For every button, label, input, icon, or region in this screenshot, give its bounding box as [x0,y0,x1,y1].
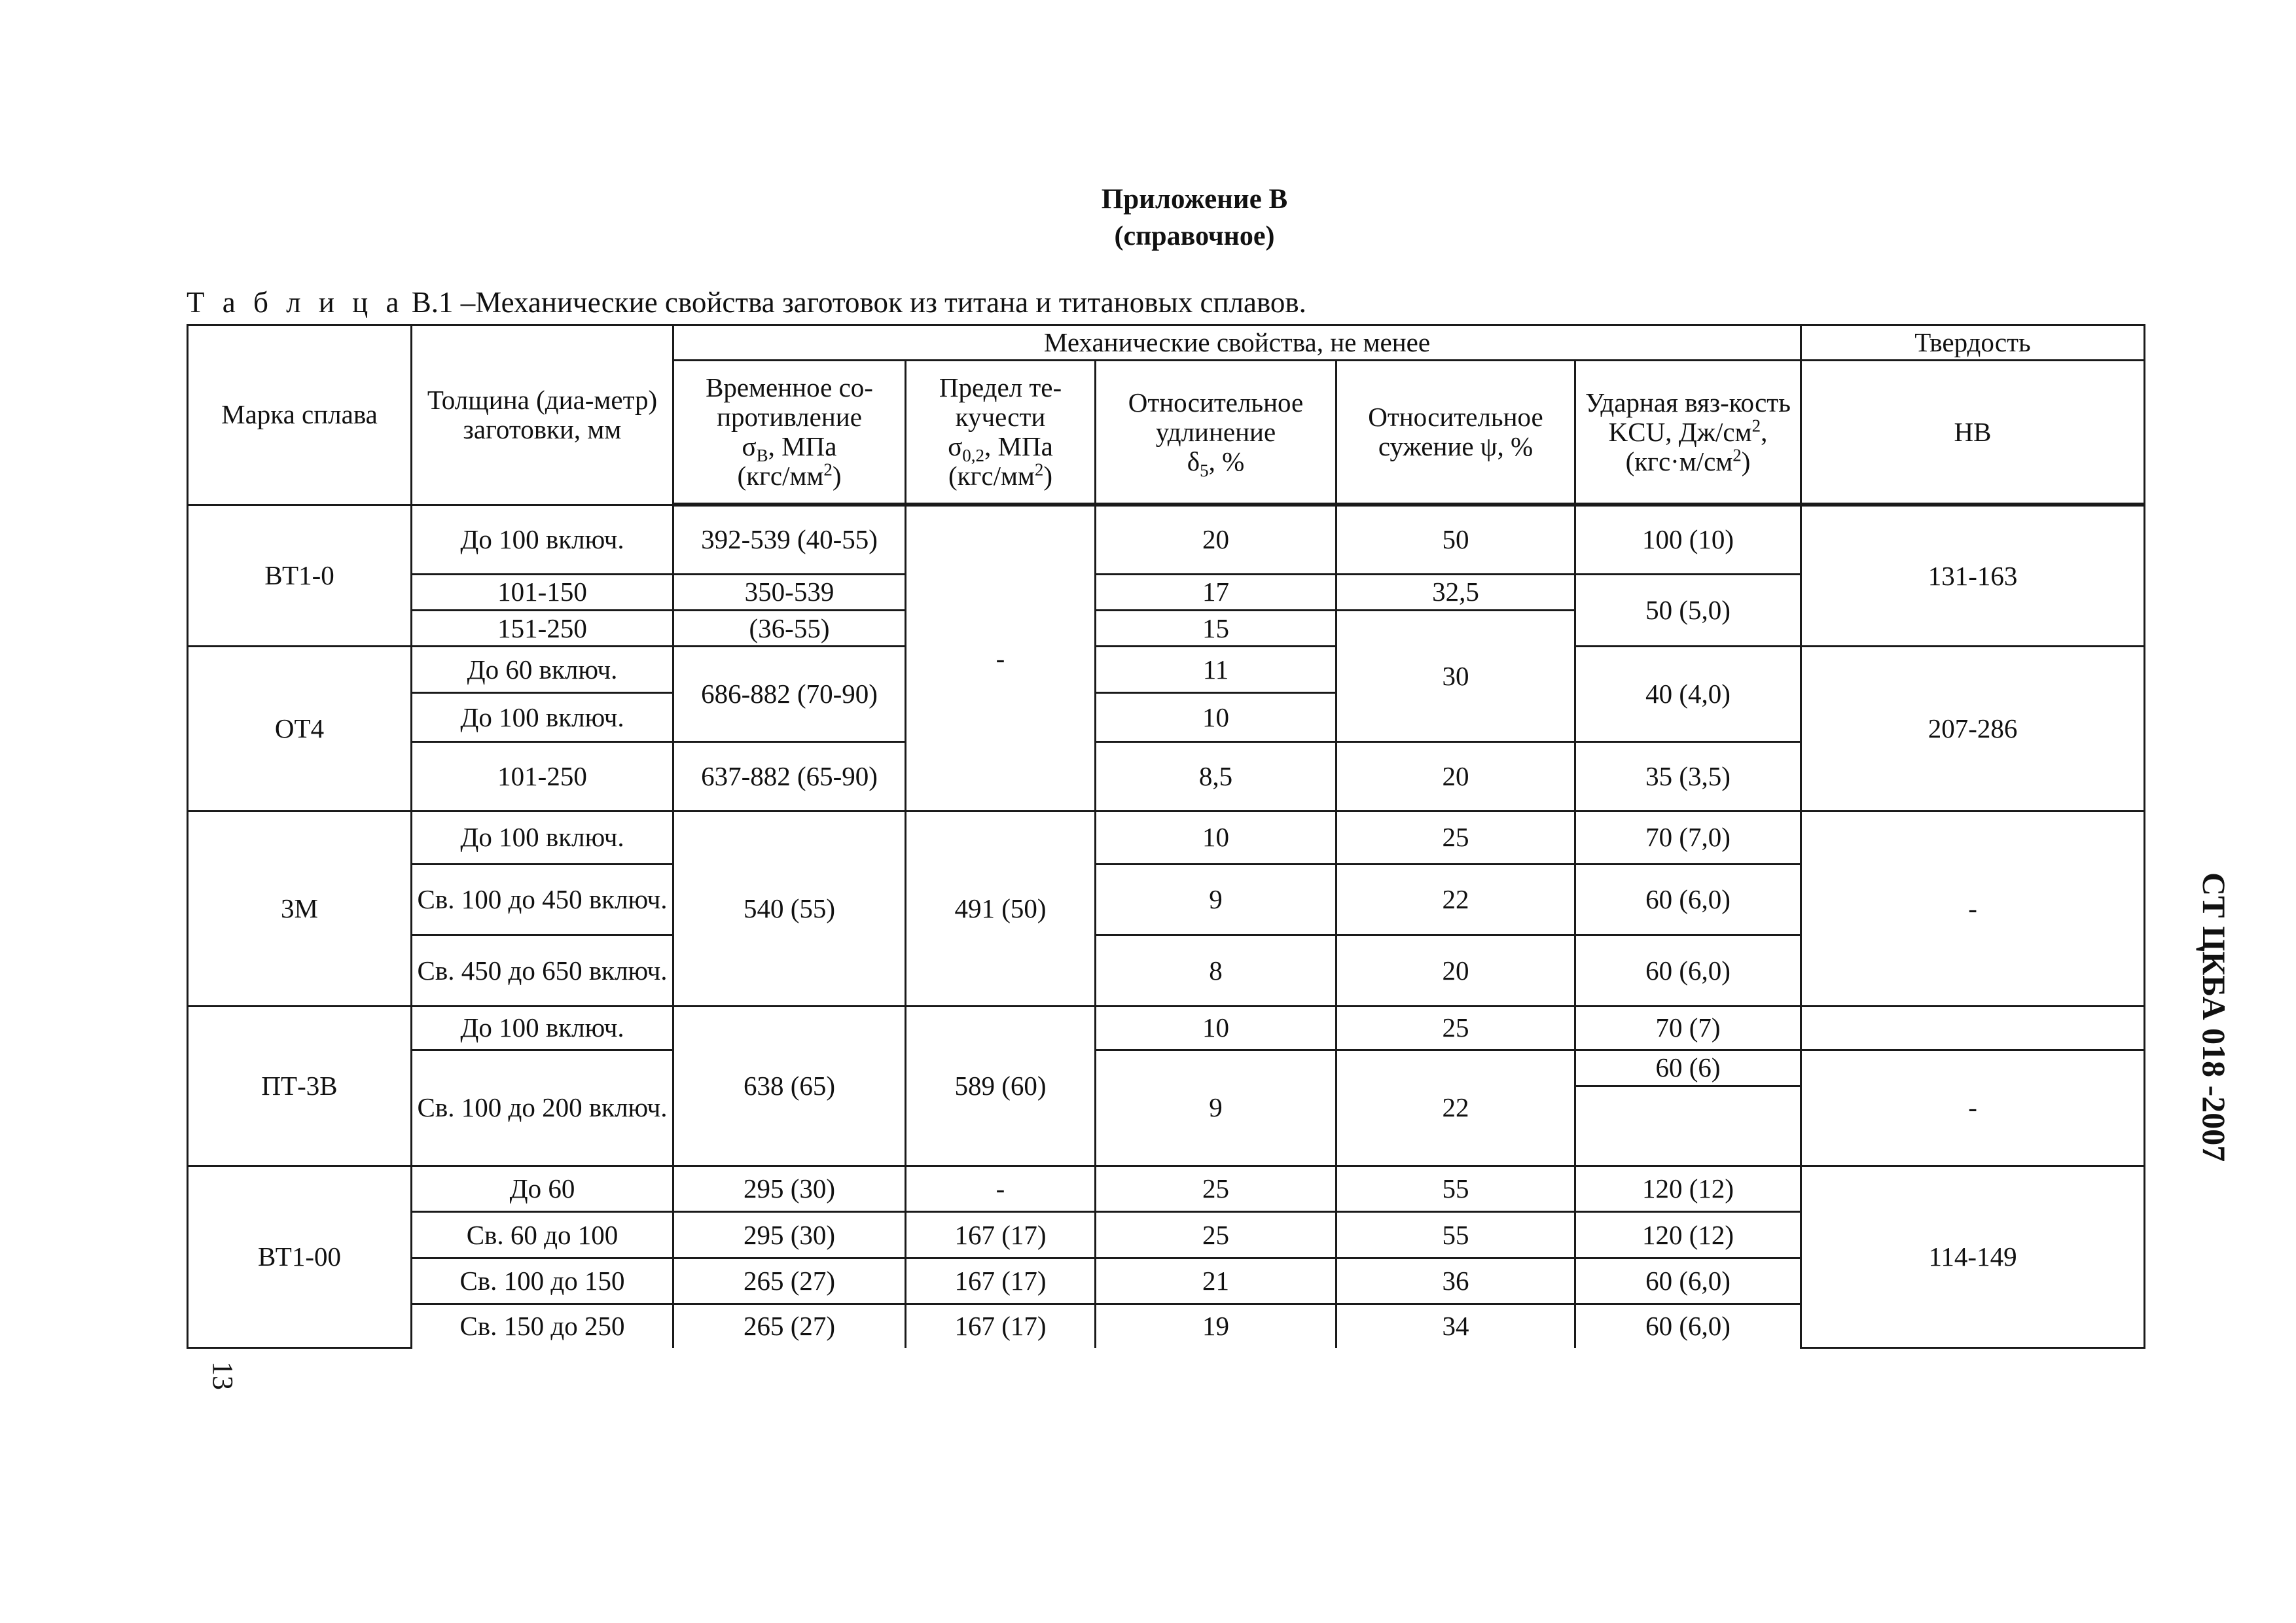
cell-tensile: 295 (30) [673,1212,906,1258]
cell-thickness: До 100 включ. [412,692,673,742]
cell-elongation: 21 [1096,1258,1336,1304]
appendix-subtitle: (справочное) [1114,221,1275,251]
cell-yield: - [906,505,1096,811]
cell-grade: ОТ4 [188,647,412,812]
header-tensile-strength [673,361,906,505]
cell-elongation: 9 [1096,1050,1336,1166]
cell-tensile: 350-539 [673,574,906,610]
header-yield-text: Предел те-кучести [939,372,1062,433]
cell-reduction: 22 [1336,1050,1575,1166]
cell-thickness: До 60 включ. [412,647,673,692]
cell-impact: 120 (12) [1575,1166,1801,1211]
cell-reduction: 20 [1336,935,1575,1007]
cell-grade: ВТ1-00 [188,1166,412,1347]
cell-elongation: 8,5 [1096,742,1336,812]
header-tensile-alt-end: ) [832,461,842,491]
cell-thickness: Св. 60 до 100 [412,1212,673,1258]
mechanical-properties-table [187,324,2145,1349]
cell-reduction: 32,5 [1336,574,1575,610]
cell-thickness: До 60 [412,1166,673,1211]
cell-thickness: Св. 100 до 200 включ. [412,1050,673,1166]
cell-thickness: До 100 включ. [412,812,673,865]
cell-hardness: - [1801,812,2145,1007]
cell-impact: 60 (6,0) [1575,864,1801,935]
cell-thickness: До 100 включ. [412,1007,673,1050]
cell-thickness: Св. 100 до 150 [412,1258,673,1304]
cell-impact: 70 (7) [1575,1007,1801,1050]
cell-tensile: 540 (55) [673,812,906,1007]
cell-reduction: 25 [1336,812,1575,865]
cell-impact: 60 (6,0) [1575,1258,1801,1304]
cell-thickness: До 100 включ. [412,505,673,574]
header-elongation-sub: 5 [1200,461,1209,481]
cell-thickness: 101-250 [412,742,673,812]
appendix-title: Приложение В [1101,184,1288,215]
header-hb: НВ [1801,361,2145,505]
header-tensile-symbol: σ [742,431,757,462]
cell-thickness: 151-250 [412,611,673,647]
cell-elongation: 10 [1096,692,1336,742]
table-row [188,1050,2145,1086]
cell-yield: 589 (60) [906,1007,1096,1166]
cell-elongation: 19 [1096,1304,1336,1348]
header-tensile-alt: (кгс/мм [737,461,824,491]
cell-tensile: 638 (65) [673,1007,906,1166]
cell-tensile: 637-882 (65-90) [673,742,906,812]
header-impact-alt: (кгс·м/см [1625,446,1733,476]
cell-grade: 3М [188,812,412,1007]
header-yield-sub: 0,2 [962,446,985,466]
header-hardness-group: Твердость [1801,325,2145,361]
cell-impact-empty [1575,1086,1801,1166]
cell-reduction: 25 [1336,1007,1575,1050]
cell-tensile: 295 (30) [673,1166,906,1211]
table-row [188,505,2145,574]
cell-thickness: Св. 150 до 250 [412,1304,673,1348]
cell-hardness: 131-163 [1801,505,2145,646]
table-row [188,812,2145,865]
cell-elongation: 25 [1096,1212,1336,1258]
cell-impact: 120 (12) [1575,1212,1801,1258]
cell-elongation: 25 [1096,1166,1336,1211]
cell-grade: ПТ-3В [188,1007,412,1166]
cell-impact: 70 (7,0) [1575,812,1801,865]
cell-elongation: 10 [1096,812,1336,865]
cell-hardness: - [1801,1050,2145,1166]
header-impact-alt-sup: 2 [1732,445,1742,465]
cell-tensile: 686-882 (70-90) [673,647,906,742]
header-yield-unit: , МПа [984,431,1053,462]
cell-grade: ВТ1-0 [188,505,412,646]
cell-tensile: 265 (27) [673,1304,906,1348]
cell-yield: - [906,1166,1096,1211]
cell-reduction: 50 [1336,505,1575,574]
table-row [188,1007,2145,1050]
header-tensile-unit: , МПа [768,431,837,462]
header-elongation-symbol: δ [1187,446,1200,476]
header-tensile-alt-sup: 2 [823,459,833,480]
header-tensile-sub: В [756,446,768,466]
cell-tensile: 392-539 (40-55) [673,505,906,574]
header-elongation-unit: , % [1208,446,1245,476]
cell-reduction: 36 [1336,1258,1575,1304]
cell-reduction: 34 [1336,1304,1575,1348]
header-mechanical-group: Механические свойства, не менее [673,325,1801,361]
cell-thickness: 101-150 [412,574,673,610]
header-yield-alt-sup: 2 [1034,459,1044,480]
header-reduction: Относительное сужение ψ, % [1336,361,1575,505]
table-caption-label: Т а б л и ц а [187,286,404,319]
header-row [188,325,2145,361]
header-impact-mid: , [1761,416,1768,447]
header-elongation [1096,361,1336,505]
cell-hardness: 114-149 [1801,1166,2145,1347]
cell-impact: 100 (10) [1575,505,1801,574]
header-impact [1575,361,1801,505]
cell-reduction: 55 [1336,1212,1575,1258]
cell-impact: 60 (6,0) [1575,1304,1801,1348]
cell-tensile: (36-55) [673,611,906,647]
document-code: СТ ЦКБА 018 -2007 [2196,872,2233,1162]
cell-impact: 35 (3,5) [1575,742,1801,812]
header-yield-alt-end: ) [1043,461,1053,491]
page-number: 13 [207,1361,239,1390]
header-impact-sup: 2 [1751,416,1761,436]
cell-elongation: 11 [1096,647,1336,692]
cell-reduction: 55 [1336,1166,1575,1211]
cell-elongation: 15 [1096,611,1336,647]
cell-reduction: 20 [1336,742,1575,812]
header-yield-alt: (кгс/мм [948,461,1035,491]
cell-impact: 50 (5,0) [1575,574,1801,647]
header-yield-symbol: σ [948,431,963,462]
cell-impact: 60 (6,0) [1575,935,1801,1007]
table-row [188,1166,2145,1211]
cell-elongation: 9 [1096,864,1336,935]
cell-elongation: 8 [1096,935,1336,1007]
header-grade: Марка сплава [188,325,412,505]
cell-elongation: 10 [1096,1007,1336,1050]
cell-elongation: 17 [1096,574,1336,610]
cell-impact: 60 (6) [1575,1050,1801,1086]
cell-elongation: 20 [1096,505,1336,574]
header-impact-alt-end: ) [1741,446,1751,476]
cell-yield: 167 (17) [906,1258,1096,1304]
header-tensile-text: Временное со-противление [706,372,873,433]
table-caption-text: В.1 –Механические свойства заготовок из титана и титановых сплавов. [404,286,1306,319]
mechanical-properties-table-wrap [187,324,2144,1349]
cell-yield: 167 (17) [906,1212,1096,1258]
cell-impact: 40 (4,0) [1575,647,1801,742]
cell-tensile: 265 (27) [673,1258,906,1304]
cell-thickness: Св. 450 до 650 включ. [412,935,673,1007]
header-impact-text: Ударная вяз-кость KCU, Дж/см [1585,387,1791,447]
header-yield-strength [906,361,1096,505]
table-caption [187,288,1306,317]
cell-reduction: 30 [1336,611,1575,742]
cell-hardness-empty [1801,1007,2145,1050]
cell-reduction: 22 [1336,864,1575,935]
cell-thickness: Св. 100 до 450 включ. [412,864,673,935]
cell-yield: 491 (50) [906,812,1096,1007]
table-row [188,647,2145,692]
header-thickness: Толщина (диа-метр) заготовки, мм [412,325,673,505]
cell-hardness: 207-286 [1801,647,2145,812]
cell-yield: 167 (17) [906,1304,1096,1348]
header-elongation-text: Относительное удлинение [1128,387,1304,447]
